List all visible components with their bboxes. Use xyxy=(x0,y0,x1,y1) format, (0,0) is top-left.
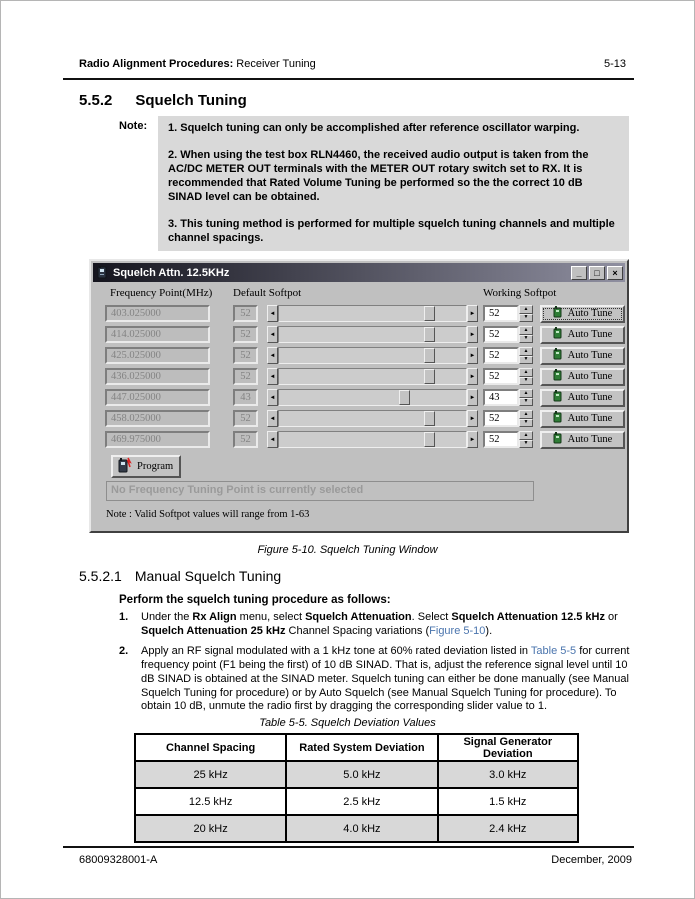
note-box xyxy=(158,116,629,251)
auto-tune-label: Auto Tune xyxy=(567,434,613,445)
steps-list xyxy=(119,611,631,720)
default-softpot-field: 52 xyxy=(233,326,258,343)
subsection-heading xyxy=(79,568,281,584)
slider-thumb[interactable] xyxy=(424,432,435,447)
working-softpot-value[interactable]: 52 xyxy=(483,410,519,427)
working-softpot-value[interactable]: 52 xyxy=(483,347,519,364)
slider-thumb[interactable] xyxy=(424,348,435,363)
default-softpot-field: 52 xyxy=(233,410,258,427)
spinner-down-icon[interactable]: ▼ xyxy=(519,314,533,323)
note-label: Note: xyxy=(119,120,148,132)
running-header xyxy=(79,58,626,70)
status-message-box: No Frequency Tuning Point is currently selected xyxy=(106,481,534,501)
step-text xyxy=(141,611,631,639)
auto-tune-radio-icon xyxy=(553,369,564,384)
tuning-row xyxy=(93,345,625,366)
working-softpot-spinner xyxy=(483,326,533,343)
step-text xyxy=(141,645,631,715)
section-heading xyxy=(79,92,247,109)
body-text: menu, select xyxy=(236,611,306,623)
table-cell: 1.5 kHz xyxy=(438,788,578,815)
table-body xyxy=(135,761,578,842)
auto-tune-radio-icon xyxy=(553,432,564,447)
cross-reference-link[interactable]: Figure 5-10 xyxy=(429,624,486,637)
working-softpot-value[interactable]: 52 xyxy=(483,368,519,385)
auto-tune-button[interactable] xyxy=(540,368,625,386)
auto-tune-button[interactable] xyxy=(540,305,625,323)
step-number: 1. xyxy=(119,611,129,623)
page-number: 5-13 xyxy=(603,58,626,70)
header-rule xyxy=(63,78,634,80)
frequency-field[interactable]: 425.025000 xyxy=(105,347,210,364)
softpot-slider[interactable] xyxy=(267,305,478,322)
working-softpot-spinner xyxy=(483,347,533,364)
minimize-button[interactable]: _ xyxy=(571,266,587,280)
slider-right-arrow-icon[interactable]: ► xyxy=(467,389,478,406)
maximize-button[interactable]: □ xyxy=(589,266,605,280)
procedure-step xyxy=(119,645,631,715)
note-item: 3. This tuning method is performed for multiple squelch tuning channels and multiple channel spacings. xyxy=(168,218,615,244)
spinner-up-icon[interactable]: ▲ xyxy=(519,431,533,440)
body-text: Under the xyxy=(141,611,193,623)
slider-thumb[interactable] xyxy=(424,369,435,384)
spinner-up-icon[interactable]: ▲ xyxy=(519,368,533,377)
slider-left-arrow-icon[interactable]: ◄ xyxy=(267,326,278,343)
body-text: ). xyxy=(485,624,493,637)
running-footer xyxy=(79,854,632,866)
slider-right-arrow-icon[interactable]: ► xyxy=(467,305,478,322)
tuning-row xyxy=(93,366,625,387)
publication-date: December, 2009 xyxy=(551,854,632,866)
frequency-field[interactable]: 469.975000 xyxy=(105,431,210,448)
program-button[interactable] xyxy=(111,455,181,478)
working-softpot-spinner xyxy=(483,431,533,448)
program-label: Program xyxy=(137,461,174,472)
softpot-range-note: Note : Valid Softpot values will range from 1-63 xyxy=(106,509,310,520)
auto-tune-button[interactable] xyxy=(540,410,625,428)
section-number: 5.5.2 xyxy=(79,92,113,109)
auto-tune-label: Auto Tune xyxy=(567,329,613,340)
slider-track[interactable] xyxy=(278,368,467,385)
step-number: 2. xyxy=(119,644,129,657)
spinner-up-icon[interactable]: ▲ xyxy=(519,326,533,335)
table-header-cell: Signal Generator Deviation xyxy=(438,734,578,761)
slider-right-arrow-icon[interactable]: ► xyxy=(467,431,478,448)
table-cell: 20 kHz xyxy=(135,815,286,842)
default-softpot-field: 52 xyxy=(233,347,258,364)
squelch-attn-window xyxy=(89,259,629,533)
slider-track[interactable] xyxy=(278,305,467,322)
table-header-row xyxy=(135,734,578,761)
cross-reference-link[interactable]: Table 5-5 xyxy=(530,644,577,657)
slider-right-arrow-icon[interactable]: ► xyxy=(467,347,478,364)
section-title: Squelch Tuning xyxy=(135,92,247,109)
frequency-field[interactable]: 458.025000 xyxy=(105,410,210,427)
note-item: 2. When using the test box RLN4460, the received audio output is taken from the AC/DC METER OUT terminals with the METER OUT rotary switch set to RX. It is recommended that Rated Volume Tuning be performed so the the correct 10 dB SINAD level can be obtained. xyxy=(168,149,589,203)
frequency-field[interactable]: 403.025000 xyxy=(105,305,210,322)
slider-track[interactable] xyxy=(278,410,467,427)
working-softpot-value[interactable]: 52 xyxy=(483,326,519,343)
working-softpot-spinner xyxy=(483,410,533,427)
table-cell: 2.5 kHz xyxy=(286,788,437,815)
default-softpot-field: 52 xyxy=(233,431,258,448)
slider-right-arrow-icon[interactable]: ► xyxy=(467,326,478,343)
table-cell: 3.0 kHz xyxy=(438,761,578,788)
slider-track[interactable] xyxy=(278,389,467,406)
tuning-row xyxy=(93,324,625,345)
tuning-row xyxy=(93,408,625,429)
default-softpot-field: 52 xyxy=(233,305,258,322)
window-title: Squelch Attn. 12.5KHz xyxy=(113,266,230,279)
auto-tune-label: Auto Tune xyxy=(567,350,613,361)
procedure-step xyxy=(119,611,631,639)
working-softpot-spinner xyxy=(483,389,533,406)
body-text: for current frequency point (F1 being the first) of 10 dB SINAD. That is, adjust the reference signal level until 10 dB SINAD is obtained at the SINAD meter. Squelch tuning can either be done manually (see Manual Squelch Tuning for procedure) or by Auto Squelch (see Manual Squelch Tuning for procedure). To obtain 10 dB, unmute the radio first by dragging the corresponding slider value to 1. xyxy=(141,644,630,713)
header-title-rest: Receiver Tuning xyxy=(233,58,316,70)
emphasis-text: Squelch Attenuation 25 kHz xyxy=(141,624,286,637)
body-text: . Select xyxy=(411,611,452,623)
table-cell: 4.0 kHz xyxy=(286,815,437,842)
spinner-down-icon[interactable]: ▼ xyxy=(519,377,533,386)
table-row xyxy=(135,761,578,788)
slider-thumb[interactable] xyxy=(424,327,435,342)
frequency-field[interactable]: 447.025000 xyxy=(105,389,210,406)
softpot-slider[interactable] xyxy=(267,431,478,448)
spinner-down-icon[interactable]: ▼ xyxy=(519,440,533,449)
close-button[interactable]: × xyxy=(607,266,623,280)
working-softpot-spinner xyxy=(483,305,533,322)
softpot-slider[interactable] xyxy=(267,410,478,427)
working-softpot-value[interactable]: 43 xyxy=(483,389,519,406)
auto-tune-button[interactable] xyxy=(540,326,625,344)
auto-tune-label: Auto Tune xyxy=(567,392,613,403)
softpot-slider[interactable] xyxy=(267,347,478,364)
column-header-default-softpot: Default Softpot xyxy=(233,287,302,299)
frequency-field[interactable]: 414.025000 xyxy=(105,326,210,343)
default-softpot-field: 52 xyxy=(233,368,258,385)
header-section-title xyxy=(79,58,316,70)
softpot-slider[interactable] xyxy=(267,389,478,406)
body-text: or xyxy=(605,611,618,623)
spinner-up-icon[interactable]: ▲ xyxy=(519,389,533,398)
program-radio-icon xyxy=(117,457,132,476)
auto-tune-label: Auto Tune xyxy=(567,413,613,424)
auto-tune-radio-icon xyxy=(553,390,564,405)
body-text: Channel Spacing variations ( xyxy=(285,624,430,637)
spinner-down-icon[interactable]: ▼ xyxy=(519,419,533,428)
column-header-working-softpot: Working Softpot xyxy=(483,287,557,299)
tuning-row xyxy=(93,387,625,408)
auto-tune-radio-icon xyxy=(553,327,564,342)
table-cell: 2.4 kHz xyxy=(438,815,578,842)
spinner-up-icon[interactable]: ▲ xyxy=(519,305,533,314)
auto-tune-label: Auto Tune xyxy=(567,308,613,319)
softpot-slider[interactable] xyxy=(267,368,478,385)
dialog-rows xyxy=(93,303,625,450)
auto-tune-button[interactable] xyxy=(540,347,625,365)
table-caption: Table 5-5. Squelch Deviation Values xyxy=(259,717,436,729)
auto-tune-radio-icon xyxy=(553,348,564,363)
table-row xyxy=(135,815,578,842)
slider-thumb[interactable] xyxy=(424,411,435,426)
footer-rule xyxy=(63,846,634,848)
spinner-up-icon[interactable]: ▲ xyxy=(519,410,533,419)
spinner-up-icon[interactable]: ▲ xyxy=(519,347,533,356)
slider-left-arrow-icon[interactable]: ◄ xyxy=(267,305,278,322)
body-text: Apply an RF signal modulated with a 1 kHz tone at 60% rated deviation listed in xyxy=(141,644,531,657)
slider-right-arrow-icon[interactable]: ► xyxy=(467,410,478,427)
working-softpot-value[interactable]: 52 xyxy=(483,431,519,448)
squelch-deviation-table xyxy=(134,733,579,843)
auto-tune-button[interactable] xyxy=(540,389,625,407)
auto-tune-radio-icon xyxy=(553,411,564,426)
spinner-down-icon[interactable]: ▼ xyxy=(519,398,533,407)
tuning-row xyxy=(93,303,625,324)
spinner-down-icon[interactable]: ▼ xyxy=(519,356,533,365)
column-header-frequency: Frequency Point(MHz) xyxy=(110,287,213,299)
slider-track[interactable] xyxy=(278,347,467,364)
slider-track[interactable] xyxy=(278,431,467,448)
slider-left-arrow-icon[interactable]: ◄ xyxy=(267,410,278,427)
emphasis-text: Squelch Attenuation xyxy=(305,611,412,623)
slider-left-arrow-icon[interactable]: ◄ xyxy=(267,347,278,364)
dialog-client-area xyxy=(93,282,625,533)
softpot-slider[interactable] xyxy=(267,326,478,343)
subsection-number: 5.5.2.1 xyxy=(79,568,122,584)
table-cell: 5.0 kHz xyxy=(286,761,437,788)
note-item: 1. Squelch tuning can only be accomplished after reference oscillator warping. xyxy=(168,122,580,134)
spinner-down-icon[interactable]: ▼ xyxy=(519,335,533,344)
auto-tune-radio-icon xyxy=(553,306,564,321)
radio-app-icon xyxy=(96,266,109,279)
slider-thumb[interactable] xyxy=(424,306,435,321)
slider-left-arrow-icon[interactable]: ◄ xyxy=(267,368,278,385)
emphasis-text: Squelch Attenuation 12.5 kHz xyxy=(451,611,605,623)
table-header-cell: Channel Spacing xyxy=(135,734,286,761)
auto-tune-label: Auto Tune xyxy=(567,371,613,382)
table-row xyxy=(135,788,578,815)
window-titlebar[interactable] xyxy=(93,263,625,282)
default-softpot-field: 43 xyxy=(233,389,258,406)
slider-right-arrow-icon[interactable]: ► xyxy=(467,368,478,385)
emphasis-text: Rx Align xyxy=(192,611,237,623)
slider-thumb[interactable] xyxy=(399,390,410,405)
slider-track[interactable] xyxy=(278,326,467,343)
working-softpot-value[interactable]: 52 xyxy=(483,305,519,322)
tuning-row xyxy=(93,429,625,450)
document-number: 68009328001-A xyxy=(79,854,158,866)
figure-caption: Figure 5-10. Squelch Tuning Window xyxy=(257,544,438,556)
table-cell: 12.5 kHz xyxy=(135,788,286,815)
working-softpot-spinner xyxy=(483,368,533,385)
frequency-field[interactable]: 436.025000 xyxy=(105,368,210,385)
slider-left-arrow-icon[interactable]: ◄ xyxy=(267,389,278,406)
table-header-cell: Rated System Deviation xyxy=(286,734,437,761)
auto-tune-button[interactable] xyxy=(540,431,625,449)
slider-left-arrow-icon[interactable]: ◄ xyxy=(267,431,278,448)
table-cell: 25 kHz xyxy=(135,761,286,788)
subsection-title: Manual Squelch Tuning xyxy=(134,568,282,584)
procedure-intro: Perform the squelch tuning procedure as follows: xyxy=(119,594,391,606)
header-title-bold: Radio Alignment Procedures: xyxy=(79,58,234,70)
